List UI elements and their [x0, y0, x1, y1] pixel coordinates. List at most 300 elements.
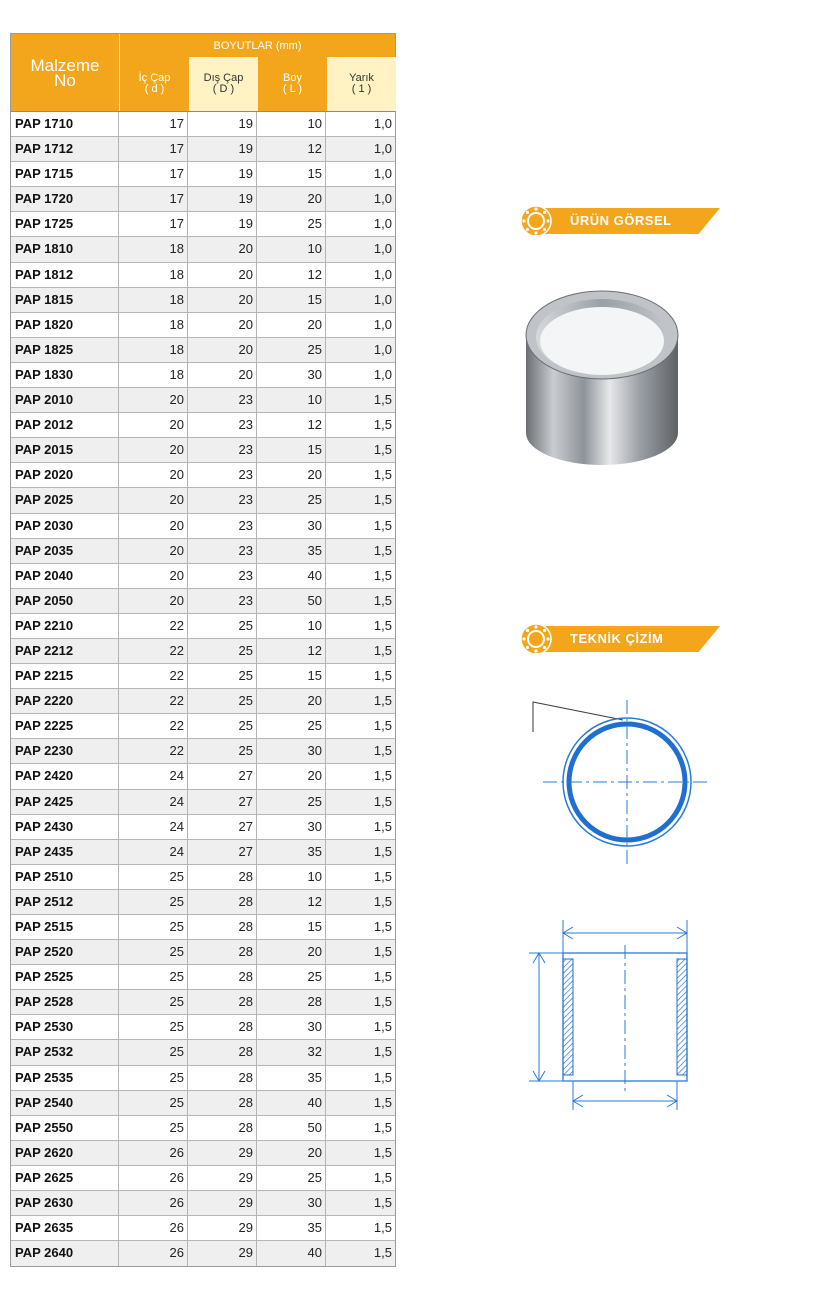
material-no-cell: PAP 2430 [11, 815, 119, 839]
table-row [11, 840, 395, 865]
length-cell: 35 [257, 840, 326, 864]
outer-diameter-cell: 28 [188, 865, 257, 889]
slit-cell: 1,5 [373, 1019, 392, 1035]
table-row [11, 689, 395, 714]
table-row [11, 363, 395, 388]
technical-drawing-banner [520, 623, 720, 655]
table-row [11, 940, 395, 965]
table-row [11, 1216, 395, 1241]
outer-diameter-cell: 20 [188, 263, 257, 287]
inner-diameter-cell: 20 [119, 514, 188, 538]
slit-cell: 1,0 [373, 316, 392, 332]
inner-diameter-cell: 20 [119, 413, 188, 437]
length-cell: 35 [257, 1066, 326, 1090]
length-cell: 50 [257, 589, 326, 613]
outer-diameter-cell: 28 [188, 890, 257, 914]
length-cell: 12 [257, 137, 326, 161]
slit-header [327, 57, 396, 111]
slit-label: Yarık [349, 72, 374, 84]
outer-diameter-cell: 23 [188, 463, 257, 487]
slit-cell: 1,5 [373, 542, 392, 558]
inner-diameter-header [120, 57, 189, 111]
inner-diameter-cell: 22 [119, 614, 188, 638]
slit-cell: 1,0 [373, 241, 392, 257]
table-body [11, 112, 395, 1266]
outer-diameter-cell: 19 [188, 137, 257, 161]
inner-diameter-cell: 18 [119, 338, 188, 362]
slit-cell: 1,5 [373, 1119, 392, 1135]
slit-cell: 1,5 [373, 793, 392, 809]
table-row [11, 990, 395, 1015]
inner-diameter-cell: 26 [119, 1241, 188, 1266]
inner-diameter-cell: 22 [119, 739, 188, 763]
length-cell: 25 [257, 212, 326, 236]
length-cell: 25 [257, 714, 326, 738]
slit-cell: 1,5 [373, 1245, 392, 1261]
material-no-cell: PAP 2215 [11, 664, 119, 688]
bushing-front-view [525, 690, 715, 875]
outer-diameter-cell: 25 [188, 714, 257, 738]
slit-cell: 1,5 [373, 893, 392, 909]
inner-diameter-cell: 26 [119, 1191, 188, 1215]
table-row [11, 1091, 395, 1116]
table-row [11, 338, 395, 363]
material-no-cell: PAP 2425 [11, 790, 119, 814]
slit-cell: 1,5 [373, 743, 392, 759]
inner-diameter-cell: 25 [119, 890, 188, 914]
slit-cell: 1,5 [373, 492, 392, 508]
material-no-cell: PAP 2540 [11, 1091, 119, 1115]
length-label: Boy [283, 72, 302, 84]
material-no-cell: PAP 2530 [11, 1015, 119, 1039]
material-no-cell: PAP 2550 [11, 1116, 119, 1140]
inner-diameter-cell: 20 [119, 463, 188, 487]
material-no-cell: PAP 2050 [11, 589, 119, 613]
material-no-header [11, 34, 120, 111]
outer-diameter-cell: 23 [188, 589, 257, 613]
slit-cell: 1,5 [373, 1220, 392, 1236]
table-row [11, 915, 395, 940]
table-row [11, 564, 395, 589]
material-no-cell: PAP 2012 [11, 413, 119, 437]
bushing-side-section [525, 915, 700, 1115]
table-row [11, 664, 395, 689]
outer-diameter-cell: 27 [188, 790, 257, 814]
material-no-cell: PAP 2528 [11, 990, 119, 1014]
inner-diameter-cell: 25 [119, 990, 188, 1014]
slit-cell: 1,5 [373, 818, 392, 834]
material-no-cell: PAP 1812 [11, 263, 119, 287]
inner-diameter-cell: 25 [119, 1091, 188, 1115]
inner-diameter-label: İç Çap [138, 72, 171, 84]
outer-diameter-cell: 20 [188, 363, 257, 387]
inner-diameter-cell: 17 [119, 212, 188, 236]
outer-diameter-cell: 25 [188, 614, 257, 638]
outer-diameter-cell: 28 [188, 1091, 257, 1115]
length-cell: 30 [257, 514, 326, 538]
table-row [11, 714, 395, 739]
inner-diameter-cell: 25 [119, 940, 188, 964]
table-row [11, 488, 395, 513]
slit-cell: 1,5 [373, 994, 392, 1010]
length-cell: 12 [257, 639, 326, 663]
length-cell: 20 [257, 1141, 326, 1165]
inner-diameter-cell: 20 [119, 539, 188, 563]
slit-cell: 1,5 [373, 668, 392, 684]
material-no-cell: PAP 2212 [11, 639, 119, 663]
table-row [11, 263, 395, 288]
table-header [11, 34, 395, 112]
inner-diameter-cell: 20 [119, 388, 188, 412]
table-row [11, 639, 395, 664]
length-cell: 25 [257, 790, 326, 814]
slit-cell: 1,5 [373, 517, 392, 533]
material-no-cell: PAP 2532 [11, 1040, 119, 1064]
table-row [11, 212, 395, 237]
bearing-icon [520, 205, 552, 237]
bushing-photo [520, 285, 685, 470]
outer-diameter-cell: 25 [188, 689, 257, 713]
length-cell: 25 [257, 965, 326, 989]
slit-cell: 1,0 [373, 141, 392, 157]
inner-diameter-cell: 17 [119, 162, 188, 186]
outer-diameter-cell: 27 [188, 815, 257, 839]
table-row [11, 1015, 395, 1040]
length-cell: 15 [257, 664, 326, 688]
outer-diameter-cell: 25 [188, 639, 257, 663]
material-no-cell: PAP 2225 [11, 714, 119, 738]
table-row [11, 865, 395, 890]
outer-diameter-cell: 27 [188, 840, 257, 864]
length-cell: 28 [257, 990, 326, 1014]
inner-diameter-cell: 25 [119, 865, 188, 889]
table-row [11, 187, 395, 212]
outer-diameter-cell: 28 [188, 990, 257, 1014]
inner-diameter-cell: 25 [119, 1116, 188, 1140]
inner-diameter-cell: 18 [119, 313, 188, 337]
material-no-cell: PAP 2010 [11, 388, 119, 412]
outer-diameter-cell: 23 [188, 539, 257, 563]
material-no-cell: PAP 1715 [11, 162, 119, 186]
material-no-cell: PAP 2210 [11, 614, 119, 638]
inner-diameter-cell: 22 [119, 689, 188, 713]
outer-diameter-cell: 23 [188, 488, 257, 512]
inner-diameter-cell: 20 [119, 564, 188, 588]
inner-diameter-symbol: ( d ) [144, 83, 165, 95]
slit-cell: 1,5 [373, 768, 392, 784]
outer-diameter-cell: 23 [188, 438, 257, 462]
outer-diameter-symbol: ( D ) [212, 83, 235, 95]
slit-cell: 1,5 [373, 718, 392, 734]
material-header-line1: Malzeme [30, 55, 100, 75]
table-row [11, 739, 395, 764]
inner-diameter-cell: 18 [119, 237, 188, 261]
inner-diameter-cell: 17 [119, 187, 188, 211]
slit-cell: 1,5 [373, 693, 392, 709]
inner-diameter-cell: 20 [119, 438, 188, 462]
inner-diameter-cell: 24 [119, 840, 188, 864]
length-cell: 32 [257, 1040, 326, 1064]
material-no-cell: PAP 2512 [11, 890, 119, 914]
slit-cell: 1,5 [373, 392, 392, 408]
outer-diameter-cell: 29 [188, 1216, 257, 1240]
inner-diameter-cell: 25 [119, 915, 188, 939]
length-cell: 10 [257, 112, 326, 136]
table-row [11, 1066, 395, 1091]
table-row [11, 764, 395, 789]
length-cell: 20 [257, 313, 326, 337]
material-no-cell: PAP 2510 [11, 865, 119, 889]
table-row [11, 463, 395, 488]
length-cell: 10 [257, 388, 326, 412]
inner-diameter-cell: 26 [119, 1166, 188, 1190]
slit-cell: 1,0 [373, 366, 392, 382]
outer-diameter-cell: 25 [188, 664, 257, 688]
slit-cell: 1,5 [373, 567, 392, 583]
slit-cell: 1,5 [373, 617, 392, 633]
material-no-cell: PAP 1815 [11, 288, 119, 312]
table-row [11, 413, 395, 438]
length-cell: 10 [257, 237, 326, 261]
length-cell: 40 [257, 1091, 326, 1115]
slit-cell: 1,0 [373, 116, 392, 131]
length-cell: 12 [257, 890, 326, 914]
material-no-cell: PAP 2625 [11, 1166, 119, 1190]
table-row [11, 162, 395, 187]
material-no-cell: PAP 1830 [11, 363, 119, 387]
length-cell: 20 [257, 689, 326, 713]
outer-diameter-cell: 27 [188, 764, 257, 788]
length-cell: 12 [257, 413, 326, 437]
table-row [11, 137, 395, 162]
inner-diameter-cell: 26 [119, 1216, 188, 1240]
outer-diameter-cell: 23 [188, 388, 257, 412]
table-row [11, 539, 395, 564]
length-cell: 20 [257, 940, 326, 964]
table-row [11, 815, 395, 840]
inner-diameter-cell: 26 [119, 1141, 188, 1165]
material-no-cell: PAP 2630 [11, 1191, 119, 1215]
length-cell: 40 [257, 1241, 326, 1266]
outer-diameter-cell: 29 [188, 1166, 257, 1190]
inner-diameter-cell: 18 [119, 288, 188, 312]
material-no-cell: PAP 1720 [11, 187, 119, 211]
material-no-cell: PAP 1710 [11, 112, 119, 136]
material-no-cell: PAP 1825 [11, 338, 119, 362]
slit-cell: 1,5 [373, 919, 392, 934]
length-cell: 30 [257, 363, 326, 387]
outer-diameter-cell: 29 [188, 1141, 257, 1165]
outer-diameter-cell: 28 [188, 915, 257, 939]
length-cell: 25 [257, 338, 326, 362]
outer-diameter-cell: 20 [188, 313, 257, 337]
outer-diameter-header [189, 57, 258, 111]
length-cell: 35 [257, 539, 326, 563]
table-row [11, 965, 395, 990]
length-cell: 15 [257, 915, 326, 939]
inner-diameter-cell: 24 [119, 764, 188, 788]
inner-diameter-cell: 18 [119, 263, 188, 287]
material-no-cell: PAP 2035 [11, 539, 119, 563]
outer-diameter-cell: 19 [188, 187, 257, 211]
length-cell: 15 [257, 162, 326, 186]
outer-diameter-cell: 28 [188, 965, 257, 989]
inner-diameter-cell: 20 [119, 488, 188, 512]
length-cell: 20 [257, 187, 326, 211]
outer-diameter-cell: 28 [188, 940, 257, 964]
outer-diameter-cell: 28 [188, 1015, 257, 1039]
length-cell: 30 [257, 815, 326, 839]
slit-cell: 1,5 [373, 1144, 392, 1160]
material-no-cell: PAP 2420 [11, 764, 119, 788]
table-row [11, 112, 395, 137]
material-no-cell: PAP 2220 [11, 689, 119, 713]
outer-diameter-cell: 28 [188, 1066, 257, 1090]
slit-cell: 1,5 [373, 1169, 392, 1185]
length-cell: 10 [257, 865, 326, 889]
slit-cell: 1,5 [373, 442, 392, 458]
outer-diameter-cell: 19 [188, 112, 257, 136]
material-no-cell: PAP 2520 [11, 940, 119, 964]
bearing-icon [520, 623, 552, 655]
outer-diameter-cell: 29 [188, 1191, 257, 1215]
table-row [11, 1191, 395, 1216]
slit-symbol: ( 1 ) [351, 83, 372, 95]
table-row [11, 1241, 395, 1266]
table-row [11, 514, 395, 539]
table-row [11, 1141, 395, 1166]
material-no-cell: PAP 2635 [11, 1216, 119, 1240]
inner-diameter-cell: 20 [119, 589, 188, 613]
length-cell: 12 [257, 263, 326, 287]
length-cell: 30 [257, 1191, 326, 1215]
length-cell: 15 [257, 288, 326, 312]
table-row [11, 1116, 395, 1141]
material-no-cell: PAP 2030 [11, 514, 119, 538]
inner-diameter-cell: 22 [119, 714, 188, 738]
material-no-cell: PAP 2620 [11, 1141, 119, 1165]
table-row [11, 890, 395, 915]
inner-diameter-cell: 22 [119, 639, 188, 663]
table-row [11, 313, 395, 338]
table-row [11, 237, 395, 262]
slit-cell: 1,5 [373, 868, 392, 884]
slit-cell: 1,0 [373, 216, 392, 232]
slit-cell: 1,0 [373, 341, 392, 357]
material-no-cell: PAP 1725 [11, 212, 119, 236]
inner-diameter-cell: 17 [119, 112, 188, 136]
table-row [11, 438, 395, 463]
inner-diameter-cell: 24 [119, 790, 188, 814]
slit-cell: 1,5 [373, 969, 392, 985]
material-no-cell: PAP 2535 [11, 1066, 119, 1090]
material-no-cell: PAP 2640 [11, 1241, 119, 1266]
dimensions-group-header: BOYUTLAR (mm) [213, 40, 302, 52]
slit-cell: 1,5 [373, 592, 392, 608]
product-image-banner [520, 205, 720, 237]
slit-cell: 1,5 [373, 1069, 392, 1085]
material-no-cell: PAP 2040 [11, 564, 119, 588]
length-cell: 20 [257, 463, 326, 487]
inner-diameter-cell: 25 [119, 1015, 188, 1039]
length-cell: 35 [257, 1216, 326, 1240]
material-no-cell: PAP 2525 [11, 965, 119, 989]
outer-diameter-cell: 19 [188, 212, 257, 236]
length-cell: 50 [257, 1116, 326, 1140]
outer-diameter-cell: 20 [188, 237, 257, 261]
material-no-cell: PAP 1810 [11, 237, 119, 261]
material-no-cell: PAP 2515 [11, 915, 119, 939]
length-header [258, 57, 327, 111]
material-no-cell: PAP 1712 [11, 137, 119, 161]
inner-diameter-cell: 18 [119, 363, 188, 387]
table-row [11, 1040, 395, 1065]
material-no-cell: PAP 2230 [11, 739, 119, 763]
slit-cell: 1,5 [373, 1044, 392, 1060]
inner-diameter-cell: 24 [119, 815, 188, 839]
length-cell: 30 [257, 739, 326, 763]
slit-cell: 1,5 [373, 417, 392, 433]
length-cell: 40 [257, 564, 326, 588]
inner-diameter-cell: 17 [119, 137, 188, 161]
outer-diameter-cell: 25 [188, 739, 257, 763]
outer-diameter-cell: 28 [188, 1116, 257, 1140]
outer-diameter-cell: 23 [188, 413, 257, 437]
length-symbol: ( L ) [282, 83, 303, 95]
table-row [11, 614, 395, 639]
outer-diameter-cell: 29 [188, 1241, 257, 1266]
length-cell: 25 [257, 1166, 326, 1190]
slit-cell: 1,0 [373, 291, 392, 307]
outer-diameter-cell: 20 [188, 338, 257, 362]
material-no-cell: PAP 2435 [11, 840, 119, 864]
length-cell: 10 [257, 614, 326, 638]
slit-cell: 1,5 [373, 1195, 392, 1211]
material-no-cell: PAP 2025 [11, 488, 119, 512]
technical-drawing-label: TEKNİK ÇİZİM [570, 631, 664, 646]
outer-diameter-cell: 19 [188, 162, 257, 186]
outer-diameter-cell: 23 [188, 514, 257, 538]
material-header-line2: No [54, 70, 76, 90]
slit-cell: 1,5 [373, 467, 392, 483]
material-no-cell: PAP 2015 [11, 438, 119, 462]
outer-diameter-cell: 23 [188, 564, 257, 588]
outer-diameter-label: Dış Çap [203, 72, 244, 84]
table-row [11, 388, 395, 413]
slit-cell: 1,5 [373, 1094, 392, 1110]
material-no-cell: PAP 2020 [11, 463, 119, 487]
length-cell: 20 [257, 764, 326, 788]
outer-diameter-cell: 20 [188, 288, 257, 312]
product-image-label: ÜRÜN GÖRSEL [570, 213, 672, 228]
table-row [11, 790, 395, 815]
outer-diameter-cell: 28 [188, 1040, 257, 1064]
length-cell: 15 [257, 438, 326, 462]
length-cell: 30 [257, 1015, 326, 1039]
table-row [11, 589, 395, 614]
table-row [11, 288, 395, 313]
slit-cell: 1,0 [373, 191, 392, 207]
slit-cell: 1,5 [373, 944, 392, 960]
dimensions-table [10, 33, 396, 1267]
slit-cell: 1,5 [373, 843, 392, 859]
slit-cell: 1,0 [373, 266, 392, 282]
slit-cell: 1,5 [373, 642, 392, 658]
table-row [11, 1166, 395, 1191]
inner-diameter-cell: 25 [119, 965, 188, 989]
inner-diameter-cell: 25 [119, 1040, 188, 1064]
slit-cell: 1,0 [373, 166, 392, 182]
